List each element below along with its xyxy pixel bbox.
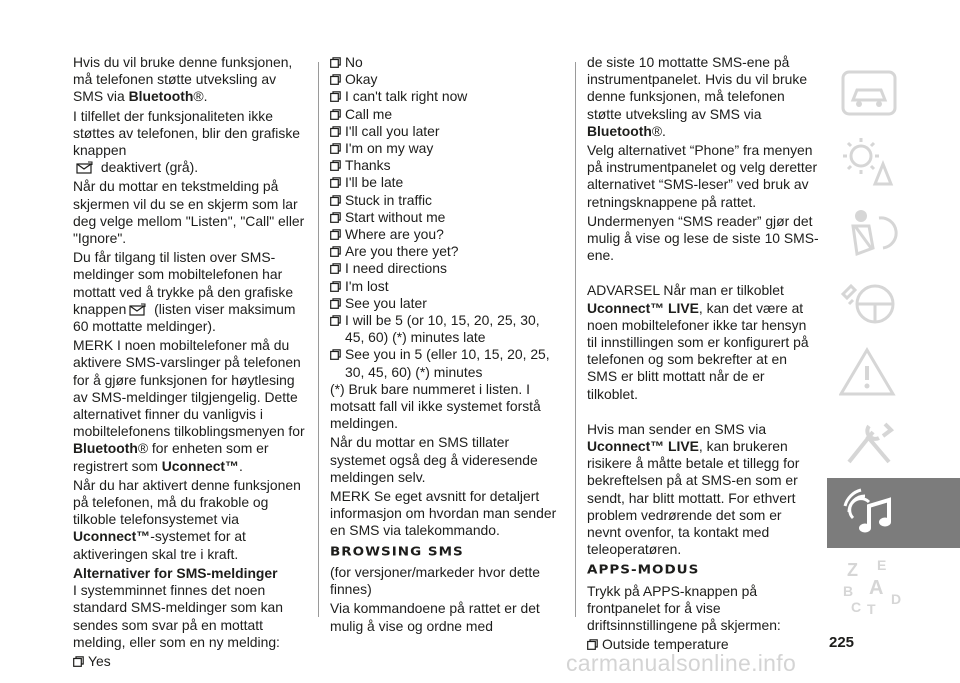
list-item: I'll call you later xyxy=(330,123,562,140)
paragraph: Når du har aktivert denne funksjonen på telefonen, må du frakoble og tilkoble telefonsystemet via Uconnect™-systemet for at aktiveringen skal tre i kraft. xyxy=(73,476,301,562)
paragraph: MERK I noen mobiltelefoner må du aktivere SMS-varslinger på telefonen for å gjøre funksjonen for høytlesing av SMS-meldinger tilgjengelig. Dette alternativet finner du vanligvis i mobiltelefonens tilkoblingsmenyen for Bluetooth® for enheten som er registrert som Uconnect™. xyxy=(73,337,305,474)
footer-watermark: carmanualsonline.info xyxy=(566,650,797,676)
svg-text:T: T xyxy=(867,601,876,616)
list-item: I will be 5 (or 10, 15, 20, 25, 30, 45, 60) (*) minutes late xyxy=(330,312,562,346)
text-column-2 xyxy=(330,54,562,637)
tab-maintenance[interactable] xyxy=(827,408,960,478)
list-item: Okay xyxy=(330,71,562,88)
paragraph: Hvis du vil bruke denne funksjonen, må telefonen støtte utveksling av SMS via Bluetooth®. xyxy=(73,54,293,105)
list-item: Outside temperature xyxy=(587,636,819,653)
svg-text:D: D xyxy=(891,591,902,607)
paragraph: MERK Se eget avsnitt for detaljert informasjon om hvordan man sender en SMS via talekommando. xyxy=(330,488,557,539)
list-item: I'm lost xyxy=(330,278,562,295)
seatbelt-airbag-icon xyxy=(839,204,899,262)
paragraph: (*) Bruk bare nummeret i listen. I motsatt fall vil ikke systemet forstå meldingen. xyxy=(330,380,541,432)
checkbox-icon xyxy=(330,74,341,85)
paragraph: I systemminnet finnes det noen standard SMS-meldinger som kan sendes som svar på en mottatt melding, eller som en ny melding: xyxy=(73,582,283,650)
sms-list-icon xyxy=(126,303,148,317)
checkbox-icon xyxy=(330,91,341,102)
checkbox-icon xyxy=(330,298,341,309)
tab-warning-lights[interactable] xyxy=(827,128,960,198)
paragraph: Velg alternativet “Phone” fra menyen på instrumentpanelet og velg deretter alternativet “SMS-leser” ved bruk av retningsknappene på rattet. xyxy=(587,142,818,210)
list-item: Call me xyxy=(330,106,562,123)
emergency-triangle-icon xyxy=(839,344,899,402)
paragraph: Via kommandoene på rattet er det mulig å vise og ordne med xyxy=(330,600,540,634)
text-column-3 xyxy=(587,54,819,654)
subheading-sms-options: Alternativer for SMS-meldinger xyxy=(73,564,278,581)
checkbox-icon xyxy=(330,160,341,171)
list-item: Yes xyxy=(73,653,305,670)
checkbox-icon xyxy=(330,109,341,120)
tab-index[interactable] xyxy=(827,548,960,618)
svg-text:A: A xyxy=(869,577,884,599)
paragraph: (for versjoner/markeder hvor dette finnes) xyxy=(330,563,540,598)
list-item: Where are you? xyxy=(330,226,562,243)
heading-apps-mode: APPS-MODUS xyxy=(587,563,700,578)
tab-multimedia[interactable] xyxy=(827,478,960,548)
list-item: I need directions xyxy=(330,260,562,277)
checkbox-icon xyxy=(330,57,341,68)
paragraph: Hvis man sender en SMS via Uconnect™ LIVE, kan brukeren risikere å måtte betale et tillegg for bekreftelsen på at SMS-en som er sendt, har blitt mottatt. For ethvert problem vedrørende det som er nevnt ovenfor, ta kontakt med teleoperatøren. xyxy=(587,420,800,558)
paragraph: Når du mottar en tekstmelding på skjermen vil du se en skjerm som lar deg velge mellom "Listen", "Call" eller "Ignore". xyxy=(73,178,305,247)
checkbox-icon xyxy=(330,281,341,292)
page-number: 225 xyxy=(829,634,855,651)
list-item: See you later xyxy=(330,295,562,312)
list-item: I'll be late xyxy=(330,174,562,191)
svg-text:E: E xyxy=(877,557,887,573)
car-dashboard-icon xyxy=(839,64,899,122)
list-item: I can't talk right now xyxy=(330,88,562,105)
paragraph-warning: ADVARSEL Når man er tilkoblet Uconnect™ LIVE, kan det være at noen mobiltelefoner ikke tar hensyn til innstillingen som er konfigurert på telefonen og som bekrefter at en SMS er blitt mottatt når de er tilkoblet. xyxy=(587,282,809,402)
checkbox-icon xyxy=(330,195,341,206)
tools-icon xyxy=(839,414,899,472)
list-item: Stuck in traffic xyxy=(330,192,562,209)
checkbox-icon xyxy=(330,315,341,326)
sms-message-list xyxy=(330,54,562,381)
checkbox-icon xyxy=(330,143,341,154)
multimedia-icon xyxy=(839,484,899,542)
list-item: Start without me xyxy=(330,209,562,226)
checkbox-icon xyxy=(330,246,341,257)
checkbox-icon xyxy=(587,639,598,650)
checkbox-icon xyxy=(330,229,341,240)
steering-wheel-icon xyxy=(839,274,899,332)
sms-envelope-icon xyxy=(73,161,95,175)
paragraph: I tilfellet der funksjonaliteten ikke støttes av telefonen, blir den grafiske knappen deaktivert (grå). xyxy=(73,107,300,176)
checkbox-icon xyxy=(330,263,341,274)
list-item: See you in 5 (eller 10, 15, 20, 25, 30, 45, 60) (*) minutes xyxy=(330,346,562,380)
tab-safety[interactable] xyxy=(827,198,960,268)
checkbox-icon xyxy=(73,656,84,667)
tab-driving[interactable] xyxy=(827,268,960,338)
brand-bluetooth: Bluetooth xyxy=(128,88,194,105)
checkbox-icon xyxy=(330,349,341,360)
checkbox-icon xyxy=(330,177,341,188)
paragraph: Når du mottar en SMS tillater systemet også deg å videresende meldingen selv. xyxy=(330,434,538,485)
tab-emergency[interactable] xyxy=(827,338,960,408)
svg-text:Z: Z xyxy=(847,560,858,580)
warning-lights-icon xyxy=(839,134,899,192)
svg-text:B: B xyxy=(843,583,854,599)
checkbox-icon xyxy=(330,212,341,223)
column-divider xyxy=(318,62,319,617)
text-column-1 xyxy=(73,54,305,670)
heading-browsing-sms: BROWSING SMS xyxy=(330,544,464,559)
tab-car-dashboard[interactable] xyxy=(827,58,960,128)
paragraph: Trykk på APPS-knappen på frontpanelet for å vise driftsinnstillingene på skjermen: xyxy=(587,582,781,634)
list-item: Are you there yet? xyxy=(330,243,562,260)
paragraph: de siste 10 mottatte SMS-ene på instrumentpanelet. Hvis du vil bruke denne funksjonen, må telefonen støtte utveksling av SMS via Bluetooth®. xyxy=(587,54,808,139)
checkbox-icon xyxy=(330,126,341,137)
column-divider xyxy=(575,62,576,617)
paragraph: Undermenyen “SMS reader” gjør det mulig å vise og lese de siste 10 SMS-ene. xyxy=(587,212,819,264)
paragraph: Du får tilgang til listen over SMS-meldinger som mobiltelefonen har mottatt ved å trykke på den grafiske knappen (listen viser maksimum 60 mottatte meldinger). xyxy=(73,249,296,335)
list-item: No xyxy=(330,54,562,71)
svg-text:C: C xyxy=(851,599,862,615)
list-item: I'm on my way xyxy=(330,140,562,157)
list-item: Thanks xyxy=(330,157,562,174)
index-letters-icon xyxy=(839,554,919,616)
